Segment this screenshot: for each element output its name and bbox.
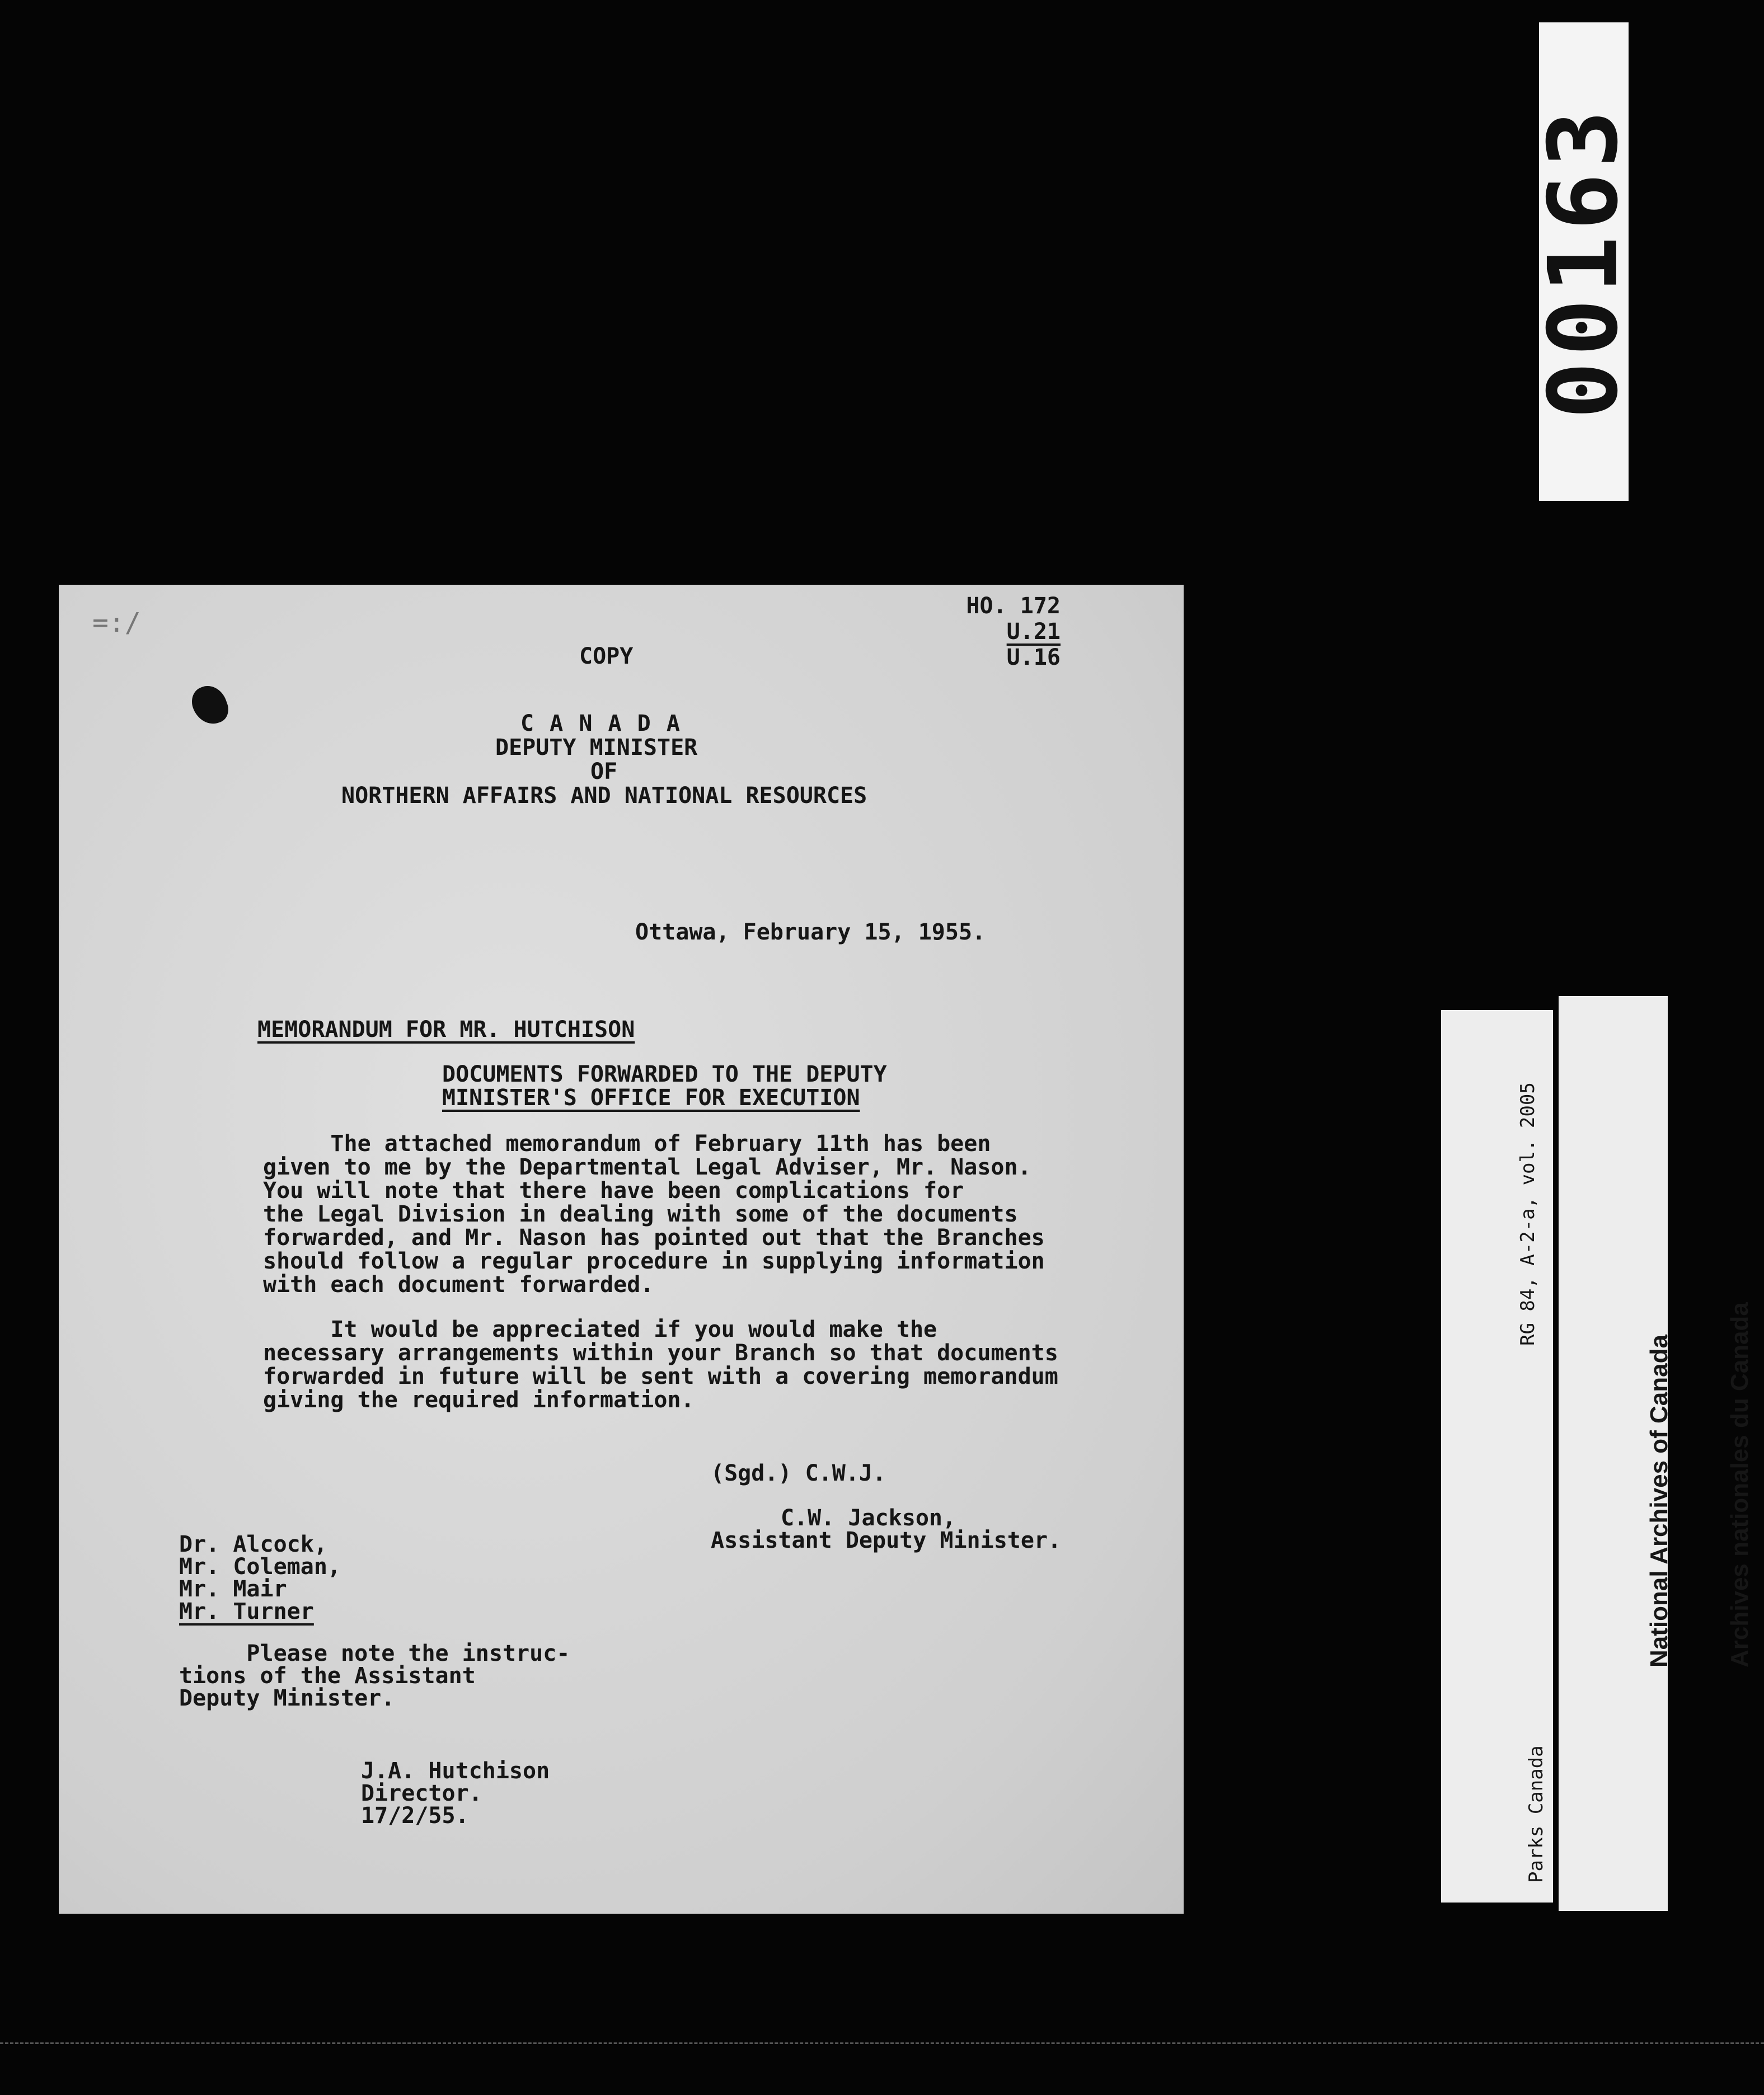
file-number-2: U.21: [1006, 619, 1061, 645]
letterhead-of: OF: [590, 759, 618, 785]
signed-initials: (Sgd.) C.W.J.: [711, 1460, 886, 1486]
subject-line-1: DOCUMENTS FORWARDED TO THE DEPUTY: [442, 1061, 887, 1087]
national-archives-tag: [1559, 996, 1753, 1911]
note-line: tions of the Assistant: [179, 1663, 476, 1689]
file-number-1: HO. 172: [966, 593, 1061, 619]
archive-reference-line: RG 84, A-2-a, vol. 2005: [1517, 1082, 1539, 1346]
institution-name-en: National Archives of Canada: [1645, 1335, 1673, 1667]
paragraph-line: should follow a regular procedure in supplying information: [263, 1248, 1045, 1274]
paragraph-line: with each document forwarded.: [263, 1272, 654, 1298]
signatory-title: Assistant Deputy Minister.: [711, 1528, 1062, 1553]
recipient: Mr. Mair: [179, 1576, 287, 1602]
paragraph-line: forwarded in future will be sent with a covering memorandum: [263, 1364, 1058, 1389]
ink-blot: [187, 681, 232, 729]
letterhead-country: C A N A D A: [520, 711, 681, 736]
paragraph-line: It would be appreciated if you would make the: [263, 1317, 937, 1342]
letterhead-title: DEPUTY MINISTER: [495, 735, 698, 760]
recipient: Mr. Coleman,: [179, 1554, 341, 1580]
paragraph-1: [263, 1132, 1045, 1297]
note-signature-date: 17/2/55.: [361, 1803, 469, 1829]
paragraph-line: You will note that there have been complications for: [263, 1178, 964, 1204]
copy-label: COPY: [579, 643, 634, 669]
recipient: Dr. Alcock,: [179, 1532, 327, 1557]
note-signature-title: Director.: [361, 1781, 482, 1806]
paragraph-line: The attached memorandum of February 11th has been: [263, 1131, 991, 1157]
instruction-note: [179, 1642, 570, 1709]
paragraph-line: necessary arrangements within your Branch so that documents: [263, 1340, 1058, 1366]
film-edge-line: [0, 2042, 1764, 2044]
pencil-mark: =:/: [92, 607, 141, 638]
paragraph-2: [263, 1318, 1058, 1412]
agency-name-en: Parks Canada: [1525, 1745, 1547, 1883]
signatory-name: C.W. Jackson,: [781, 1505, 956, 1531]
document-page: [59, 585, 1184, 1914]
file-numbers: [893, 593, 1061, 670]
subject-line-2: MINISTER'S OFFICE FOR EXECUTION: [442, 1085, 860, 1111]
recipient: Mr. Turner: [179, 1599, 314, 1624]
letterhead-department: NORTHERN AFFAIRS AND NATIONAL RESOURCES: [341, 783, 867, 809]
paragraph-line: forwarded, and Mr. Nason has pointed out that the Branches: [263, 1225, 1045, 1251]
recipient-list: [179, 1533, 341, 1623]
frame-number-label: [1528, 22, 1639, 501]
institution-name-fr: Archives nationales du Canada: [1726, 1302, 1753, 1667]
paragraph-line: giving the required information.: [263, 1387, 695, 1413]
paragraph-line: given to me by the Departmental Legal Adviser, Mr. Nason.: [263, 1154, 1031, 1180]
note-line: Deputy Minister.: [179, 1685, 395, 1711]
archive-reference-tag: [1441, 1010, 1553, 1903]
paragraph-line: the Legal Division in dealing with some of the documents: [263, 1201, 1018, 1227]
frame-number: 00163: [1528, 104, 1639, 419]
date-line: Ottawa, February 15, 1955.: [635, 919, 986, 945]
note-line: Please note the instruc-: [179, 1641, 570, 1666]
memo-heading: MEMORANDUM FOR MR. HUTCHISON: [257, 1017, 635, 1042]
note-signature-name: J.A. Hutchison: [361, 1758, 550, 1784]
file-number-3: U.16: [1006, 645, 1061, 670]
note-signature: [361, 1760, 550, 1827]
